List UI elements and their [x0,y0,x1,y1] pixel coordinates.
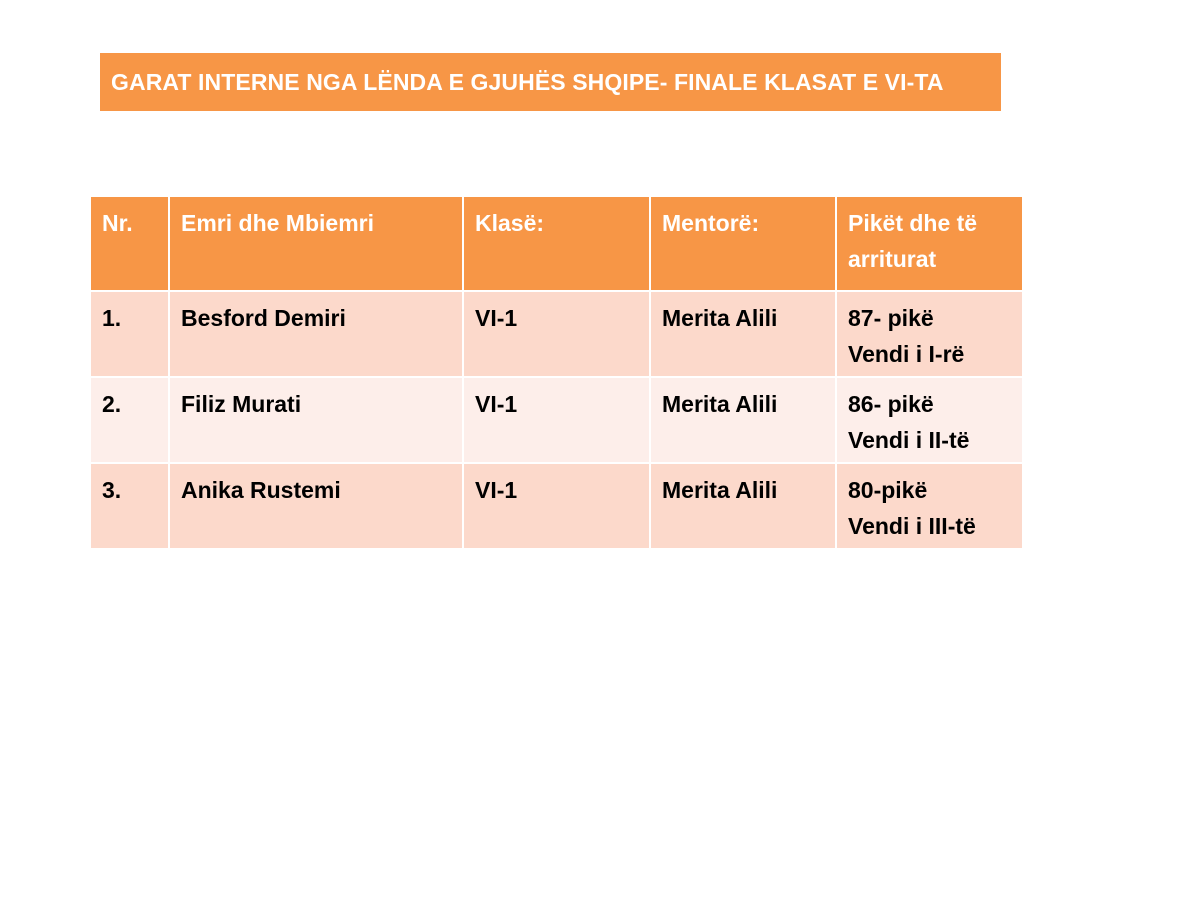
table-header-row [90,196,1023,291]
header-nr: Nr. [90,196,169,291]
cell-points-place: Vendi i I-rë [848,341,965,367]
cell-points-place: Vendi i III-të [848,513,976,539]
cell-name: Besford Demiri [169,291,463,377]
cell-points-score: 80-pikë [848,477,928,503]
cell-class: VI-1 [463,291,650,377]
cell-points-place: Vendi i II-të [848,427,970,453]
table-row [90,377,1023,463]
header-points-line2: arriturat [848,246,937,272]
cell-nr: 2. [90,377,169,463]
cell-name: Anika Rustemi [169,463,463,549]
cell-mentor: Merita Alili [650,377,836,463]
cell-nr: 3. [90,463,169,549]
header-name: Emri dhe Mbiemri [169,196,463,291]
header-mentor: Mentorë: [650,196,836,291]
cell-name: Filiz Murati [169,377,463,463]
page-title: GARAT INTERNE NGA LËNDA E GJUHËS SHQIPE- FINALE KLASAT E VI-TA [111,68,944,95]
cell-class: VI-1 [463,377,650,463]
header-points [836,196,1023,291]
cell-mentor: Merita Alili [650,291,836,377]
cell-nr: 1. [90,291,169,377]
results-table [89,195,1024,550]
cell-points-score: 86- pikë [848,391,934,417]
header-class: Klasë: [463,196,650,291]
cell-points [836,463,1023,549]
cell-points [836,291,1023,377]
table-row [90,291,1023,377]
header-points-line1: Pikët dhe të [848,210,978,236]
cell-points [836,377,1023,463]
cell-points-score: 87- pikë [848,305,934,331]
table-row [90,463,1023,549]
title-banner [100,53,1001,111]
cell-class: VI-1 [463,463,650,549]
cell-mentor: Merita Alili [650,463,836,549]
